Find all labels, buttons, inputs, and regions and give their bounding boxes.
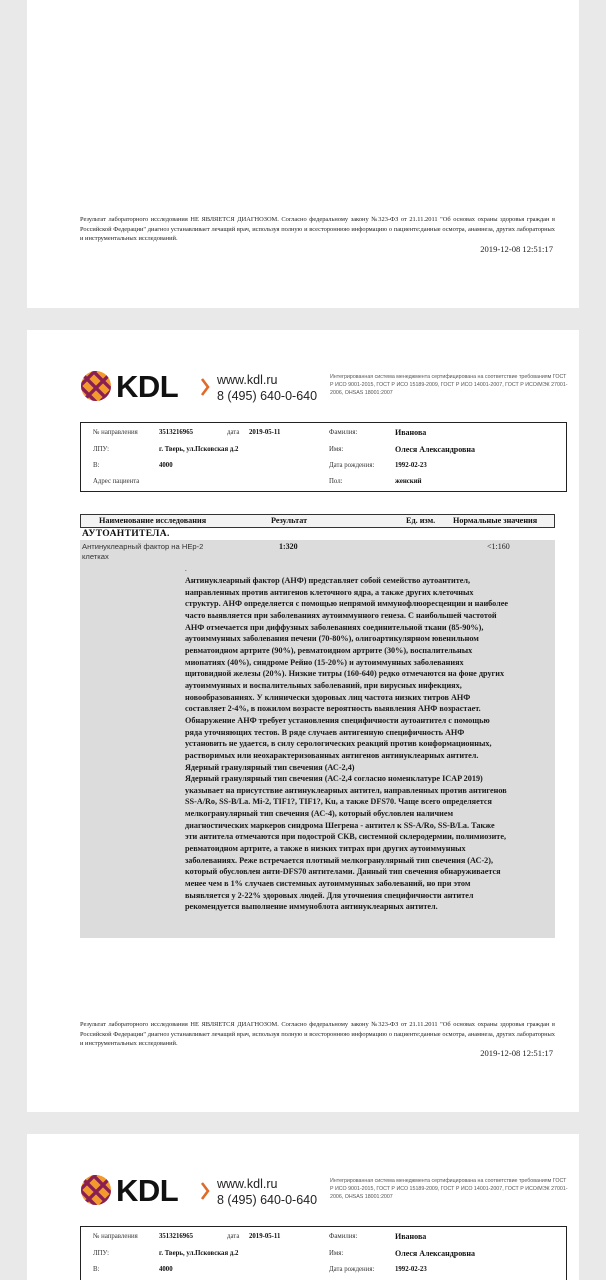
- col-test-name: Наименование исследования: [99, 516, 207, 525]
- col-result: Результат: [271, 516, 308, 525]
- kdl-logo-text: KDL: [116, 369, 179, 404]
- patient-info-box: [80, 1226, 567, 1280]
- lab-header: [80, 1174, 570, 1210]
- test-name: Антинуклеарный фактор на HEp-2 клетках: [82, 542, 204, 561]
- report-page-3: [27, 1134, 579, 1280]
- date-label: дата: [227, 429, 240, 436]
- result-dot: .: [185, 565, 187, 573]
- phone-number: 8 (495) 640-0-640: [217, 1193, 318, 1207]
- report-page-1: [27, 0, 579, 308]
- kdl-logo-icon: [80, 370, 112, 402]
- v-value: 4000: [159, 1266, 173, 1273]
- site-link[interactable]: www.kdl.ru: [217, 1177, 278, 1191]
- lab-contacts: [217, 1176, 317, 1208]
- v-label: В:: [93, 462, 100, 469]
- birthdate-label: Дата рождения:: [329, 462, 375, 469]
- chevron-right-icon: [200, 1181, 210, 1201]
- name-label: Имя:: [329, 446, 344, 453]
- disclaimer-text: Результат лабораторного исследования НЕ ЯВЛЯЕТСЯ ДИАГНОЗОМ. Согласно федеральному закону №323-ФЗ от 21.11.2011 "Об основах охраны здоровья граждан в Российской Федерации" диагноз устанавливает лечащий врач, используя полную и всестороннюю информацию о пациенте:данные осмотра, анамнеза, других лабораторных и инструментальных исследований.: [80, 1021, 555, 1047]
- test-reference: <1:160: [487, 542, 510, 551]
- lab-header: [80, 370, 570, 406]
- patient-birthdate: 1992-02-23: [395, 1266, 427, 1273]
- v-label: В:: [93, 1266, 100, 1273]
- surname-label: Фамилия:: [329, 429, 358, 436]
- patient-info-box: [80, 422, 567, 492]
- certification-note: Интегрированная система менеджмента сертифицирована на соответствие требованиям ГОСТ Р ИСО 9001-2015, ГОСТ Р ИСО 15189-2009, ГОСТ Р ИСО 14001-2007, ГОСТ Р ИСО/МЭК 27001-2006, OHSAS 18001:2007: [330, 1178, 568, 1200]
- patient-surname: Иванова: [395, 428, 427, 437]
- report-page-2: [27, 330, 579, 1112]
- patient-sex: женский: [395, 478, 422, 485]
- lpu-label: ЛПУ:: [93, 1250, 109, 1257]
- date-label: дата: [227, 1233, 240, 1240]
- name-label: Имя:: [329, 1250, 344, 1257]
- lpu-address: г. Тверь, ул.Псковская д.2: [159, 1250, 239, 1257]
- patient-surname: Иванова: [395, 1232, 427, 1241]
- disclaimer-text: Результат лабораторного исследования НЕ ЯВЛЯЕТСЯ ДИАГНОЗОМ. Согласно федеральному закону №323-ФЗ от 21.11.2011 "Об основах охраны здоровья граждан в Российской Федерации" диагноз устанавливает лечащий врач, используя полную и всестороннюю информацию о пациенте:данные осмотра, анамнеза, других лабораторных и инструментальных исследований.: [80, 216, 555, 242]
- phone-number: 8 (495) 640-0-640: [217, 389, 318, 403]
- results-table-header: [80, 514, 555, 528]
- birthdate-label: Дата рождения:: [329, 1266, 375, 1273]
- kdl-logo-text: KDL: [116, 1173, 179, 1208]
- col-units: Ед. изм.: [406, 516, 436, 525]
- surname-label: Фамилия:: [329, 1233, 358, 1240]
- sex-label: Пол:: [329, 478, 343, 485]
- print-timestamp: 2019-12-08 12:51:17: [480, 1048, 553, 1058]
- certification-note: Интегрированная система менеджмента сертифицирована на соответствие требованиям ГОСТ Р ИСО 9001-2015, ГОСТ Р ИСО 15189-2009, ГОСТ Р ИСО 14001-2007, ГОСТ Р ИСО/МЭК 27001-2006, OHSAS 18001:2007: [330, 374, 568, 396]
- referral-label: № направления: [93, 1233, 138, 1240]
- kdl-logo-icon: [80, 1174, 112, 1206]
- patient-name: Олеся Александровна: [395, 1249, 475, 1258]
- test-result: 1:320: [279, 542, 298, 551]
- referral-label: № направления: [93, 429, 138, 436]
- referral-date: 2019-05-11: [249, 429, 281, 436]
- address-label: Адрес пациента: [93, 478, 140, 485]
- result-comment: Антинуклеарный фактор (АНФ) представляет собой семейство аутоантител, направленных против антигенов клеточного ядра, а также других клеточных структур. АНФ определяется с помощью непрямой иммунофлюоресценции и наиболее часто выявляется при заболеваниях аутоиммунного генеза. С наибольшей частотой АНФ отмечается при диффузных заболеваниях соединительной ткани (85-90%), аутоиммунных заболевания печени (70-80%), олигоартикулярном ювенильном ревматоидном артрите (90%), ревматоидном артрите (30%), воспалительных миопатиях (40%), синдроме Рейно (15-20%) и аутоиммунных заболеваниях щитовидной железы (20%). Низкие титры (160-640) редко отмечаются на фоне других аутоиммунных и воспалительных заболеваний, при вирусных инфекциях, новообразованиях. У клинически здоровых лиц частота низких титров АНФ составляет 2-4%, в пожилом возрасте вероятность выявления АНФ возрастает. Обнаружение АНФ требует установления специфичности аутоантител с помощью ряда уточняющих тестов. В ряде случаев антигенную специфичность АНФ установить не удается, в силу серологических реакций против конформационных, растворимых или неохарактеризованных антигенов антинуклеарных антител. Ядерный гранулярный тип свечения (АС-2,4) Ядерный гранулярный тип свечения (АС-2,4 согласно номенклатуре ICAP 2019) указывает на присутствие антинуклеарных антител, направленных против антигенов SS-A/Ro, SS-B/La. Mi-2, TIF1?, TIF1?, Ku, а также DFS70. Чаще всего определяется мелкогранулярный тип свечения (АС-4), который обусловлен наличием диагностических маркеров синдрома Шегрена - антител к SS-A/Ro, SS-B/La. Также эти антитела отмечаются при подострой СКВ, системной склеродермии, полимиозите, ревматоидном артрите, а также в низких титрах при других аутоиммунных заболеваниях. Реже встречается плотный мелкогранулярный тип свечения (АС-2), который обусловлен анти-DFS70 антителами. Данный тип свечения обнаруживается менее чем в 1% случаев системных аутоиммунных заболеваний, но при этом выявляется у 2-22% здоровых людей. Для уточнения специфичности антител рекомендуется выполнение иммуноблота антинуклеарных антител.: [185, 576, 509, 912]
- site-link[interactable]: www.kdl.ru: [217, 373, 278, 387]
- section-title: АУТОАНТИТЕЛА.: [82, 528, 170, 539]
- col-reference: Нормальные значения: [453, 516, 538, 525]
- lpu-label: ЛПУ:: [93, 446, 109, 453]
- referral-number: 3513216965: [159, 1233, 193, 1240]
- v-value: 4000: [159, 462, 173, 469]
- lpu-address: г. Тверь, ул.Псковская д.2: [159, 446, 239, 453]
- referral-date: 2019-05-11: [249, 1233, 281, 1240]
- patient-birthdate: 1992-02-23: [395, 462, 427, 469]
- referral-number: 3513216965: [159, 429, 193, 436]
- lab-contacts: [217, 372, 317, 404]
- chevron-right-icon: [200, 377, 210, 397]
- patient-name: Олеся Александровна: [395, 445, 475, 454]
- print-timestamp: 2019-12-08 12:51:17: [480, 244, 553, 254]
